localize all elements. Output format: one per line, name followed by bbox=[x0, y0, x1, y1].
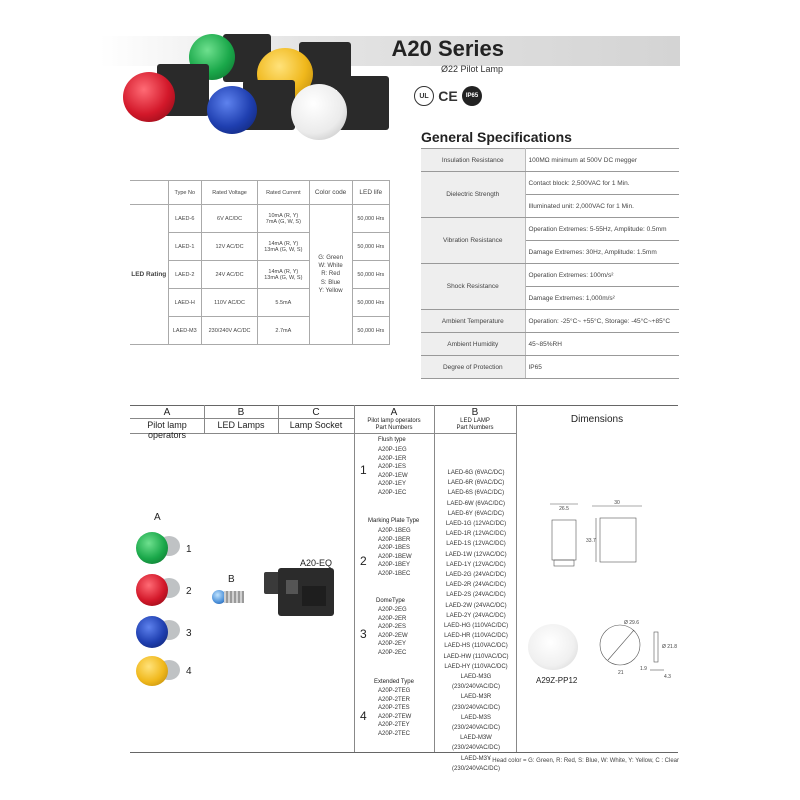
led-rating-table bbox=[130, 180, 390, 345]
led-part-number: LAED-M3S (230/240VAC/DC) bbox=[452, 714, 500, 732]
led-color-code: G: Green W: White R: Red S: Blue Y: Yellow bbox=[309, 205, 352, 345]
part-number: A20P-1EW bbox=[378, 472, 408, 479]
led-type: LAED-M3 bbox=[168, 317, 202, 345]
dimensions-title: Dimensions bbox=[570, 414, 624, 425]
spec-value: Contact block: 2,500VAC for 1 Min. bbox=[525, 172, 679, 195]
spec-label: Dielectric Strength bbox=[421, 172, 525, 218]
led-type: LAED-2 bbox=[168, 261, 202, 289]
led-voltage: 12V AC/DC bbox=[202, 233, 258, 261]
led-part-number: LAED-1G (12VAC/DC) bbox=[445, 521, 507, 528]
footnote: * Head color = G: Green, R: Red, S: Blue, W: White, Y: Yellow, C : Clear bbox=[488, 758, 679, 764]
part-number: A20P-2EW bbox=[378, 632, 408, 639]
dim-value: 21 bbox=[618, 670, 624, 676]
led-part-number: LAED-M3G (230/240VAC/DC) bbox=[452, 674, 500, 691]
socket-label: A20-EQ bbox=[300, 558, 333, 568]
dim-value: 4.3 bbox=[664, 674, 671, 680]
dim-value: Ø 29.6 bbox=[624, 620, 640, 626]
operator-num-1: 1 bbox=[186, 544, 192, 555]
spec-row bbox=[421, 310, 679, 333]
dim-value: Ø 21.8 bbox=[662, 644, 678, 650]
led-part-number: LAED-2W (24VAC/DC) bbox=[445, 602, 507, 609]
spec-value: 45~85%RH bbox=[525, 333, 679, 356]
spec-row bbox=[421, 218, 679, 241]
led-part-number: LAED-M3R (230/240VAC/DC) bbox=[452, 694, 500, 711]
part-number: A20P-2ES bbox=[378, 624, 407, 631]
cap-image bbox=[528, 624, 578, 670]
ce-icon: CE bbox=[438, 88, 458, 104]
group-num: 1 bbox=[360, 463, 367, 477]
led-part-number: LAED-HG (110VAC/DC) bbox=[443, 623, 509, 630]
divider bbox=[354, 405, 355, 752]
cert-icons bbox=[414, 86, 482, 106]
led-part-number: LAED-M3W (230/240VAC/DC) bbox=[452, 735, 500, 752]
parts-b-title: LED LAMP Part Numbers bbox=[456, 418, 494, 431]
spec-label: Insulation Resistance bbox=[421, 149, 525, 172]
part-number: A20P-1BEW bbox=[378, 553, 412, 560]
part-number: A20P-2TEW bbox=[378, 713, 412, 720]
led-rating-label: LED Rating bbox=[130, 205, 168, 345]
led-life: 50,000 Hrs bbox=[352, 205, 389, 233]
led-voltage: 24V AC/DC bbox=[202, 261, 258, 289]
led-current: 10mA (R, Y) 7mA (G, W, S) bbox=[258, 205, 309, 233]
operator-num-3: 3 bbox=[186, 628, 192, 639]
dim-value: 1.9 bbox=[640, 666, 647, 672]
led-life: 50,000 Hrs bbox=[352, 261, 389, 289]
part-number: A20P-1BES bbox=[378, 545, 411, 552]
lamp-socket-image bbox=[264, 568, 340, 620]
led-part-number: LAED-HR (110VAC/DC) bbox=[444, 633, 508, 640]
part-number: A20P-1EC bbox=[378, 489, 407, 496]
part-number: A20P-1BEY bbox=[378, 562, 411, 569]
table-header: Type No bbox=[168, 181, 202, 205]
dim-value: 26.5 bbox=[559, 506, 569, 512]
led-part-number: LAED-HY (110VAC/DC) bbox=[444, 663, 508, 670]
spec-label: Degree of Protection bbox=[421, 356, 525, 379]
led-part-number: LAED-2R (24VAC/DC) bbox=[446, 582, 506, 589]
led-current: 2.7mA bbox=[258, 317, 309, 345]
spec-value: Operation Extremes: 100m/s² bbox=[525, 264, 679, 287]
series-subtitle: Ø22 Pilot Lamp bbox=[440, 64, 503, 74]
spec-value: IP65 bbox=[525, 356, 679, 379]
led-part-number: LAED-HS (110VAC/DC) bbox=[444, 643, 508, 650]
led-part-number: LAED-1S (12VAC/DC) bbox=[446, 541, 506, 548]
parts-a-title: Pilot lamp operators Part Numbers bbox=[367, 418, 421, 431]
group-num: 4 bbox=[360, 709, 367, 723]
led-type: LAED-1 bbox=[168, 233, 202, 261]
part-number: A20P-2EG bbox=[378, 607, 407, 613]
part-number: A20P-1BEG bbox=[378, 528, 411, 534]
spec-row bbox=[421, 356, 679, 379]
part-list bbox=[378, 687, 411, 739]
led-part-list bbox=[438, 468, 514, 774]
dim-value: 30 bbox=[614, 500, 620, 506]
led-part-number: LAED-6S (6VAC/DC) bbox=[447, 490, 505, 497]
cap-label: A29Z-PP12 bbox=[536, 676, 578, 685]
led-life: 50,000 Hrs bbox=[352, 233, 389, 261]
divider bbox=[516, 405, 517, 752]
spec-value: Damage Extremes: 30Hz, Amplitude: 1.5mm bbox=[525, 241, 679, 264]
part-number: A20P-1BEC bbox=[378, 570, 411, 577]
led-part-number: LAED-HW (110VAC/DC) bbox=[443, 653, 509, 660]
group-title: Flush type bbox=[378, 437, 406, 443]
spec-value: Damage Extremes: 1,000m/s² bbox=[525, 287, 679, 310]
divider bbox=[130, 752, 678, 753]
part-number: A20P-2TEG bbox=[378, 688, 411, 694]
group-title: Extended Type bbox=[374, 679, 414, 685]
part-number: A20P-2ER bbox=[378, 615, 407, 622]
divider bbox=[130, 418, 354, 419]
product-hero-image bbox=[115, 28, 415, 148]
led-life: 50,000 Hrs bbox=[352, 317, 389, 345]
led-voltage: 6V AC/DC bbox=[202, 205, 258, 233]
led-part-number: LAED-2G (24VAC/DC) bbox=[445, 572, 507, 579]
group-num: 2 bbox=[360, 554, 367, 568]
spec-row bbox=[421, 264, 679, 287]
led-current: 14mA (R, Y) 13mA (G, W, S) bbox=[258, 261, 309, 289]
col-a-title: Pilot lamp operators bbox=[147, 420, 187, 440]
led-part-number: LAED-2S (24VAC/DC) bbox=[446, 592, 506, 599]
spec-value: Operation: -25°C~ +55°C, Storage: -45°C~+85°C bbox=[525, 310, 679, 333]
led-part-number: LAED-6Y (6VAC/DC) bbox=[447, 510, 505, 517]
led-part-number: LAED-6W (6VAC/DC) bbox=[447, 500, 505, 507]
led-current: 14mA (R, Y) 13mA (G, W, S) bbox=[258, 233, 309, 261]
led-part-number: LAED-6G (6VAC/DC) bbox=[447, 470, 505, 476]
part-number: A20P-1EG bbox=[378, 447, 407, 453]
table-header: LED life bbox=[352, 181, 389, 205]
img-label-b: B bbox=[228, 574, 235, 585]
table-header: Color code bbox=[309, 181, 352, 205]
led-voltage: 110V AC/DC bbox=[202, 289, 258, 317]
led-part-number: LAED-1R (12VAC/DC) bbox=[446, 531, 506, 538]
col-c-title: Lamp Socket bbox=[289, 420, 343, 430]
part-number: A20P-1ER bbox=[378, 455, 407, 462]
part-list bbox=[378, 446, 408, 498]
ip65-icon: IP65 bbox=[462, 86, 482, 106]
col-c-letter: C bbox=[312, 407, 320, 418]
table-header: Rated Current bbox=[258, 181, 309, 205]
img-label-a: A bbox=[154, 512, 161, 523]
group-num: 3 bbox=[360, 627, 367, 641]
led-part-number: LAED-M3Y (230/240VAC/DC) bbox=[452, 755, 500, 772]
part-number: A20P-1BER bbox=[378, 536, 411, 543]
general-specs-title: General Specifications bbox=[421, 129, 572, 145]
led-type: LAED-H bbox=[168, 289, 202, 317]
group-title: Marking Plate Type bbox=[368, 518, 420, 524]
part-number: A20P-2TEC bbox=[378, 730, 411, 737]
col-b-title: LED Lamps bbox=[217, 420, 265, 430]
part-number: A20P-1ES bbox=[378, 464, 407, 471]
spec-value: Illuminated unit: 2,000VAC for 1 Min. bbox=[525, 195, 679, 218]
spec-label: Ambient Humidity bbox=[421, 333, 525, 356]
spec-label: Ambient Temperature bbox=[421, 310, 525, 333]
table-header: Rated Voltage bbox=[202, 181, 258, 205]
general-specs-table bbox=[421, 148, 679, 379]
led-life: 50,000 Hrs bbox=[352, 289, 389, 317]
spec-value: Operation Extremes: 5-55Hz, Amplitude: 0.5mm bbox=[525, 218, 679, 241]
spec-row bbox=[421, 149, 679, 172]
parts-b-letter: B bbox=[471, 407, 479, 418]
led-part-number: LAED-2Y (24VAC/DC) bbox=[446, 612, 506, 619]
part-number: A20P-2TER bbox=[378, 696, 411, 703]
led-voltage: 230/240V AC/DC bbox=[202, 317, 258, 345]
part-number: A20P-2TEY bbox=[378, 722, 410, 729]
part-number: A20P-2TES bbox=[378, 705, 410, 712]
led-part-number: LAED-1Y (12VAC/DC) bbox=[446, 561, 506, 568]
series-title: A20 Series bbox=[391, 36, 504, 61]
dim-value: 33.7 bbox=[586, 538, 596, 544]
part-number: A20P-2EC bbox=[378, 649, 407, 656]
operator-num-2: 2 bbox=[186, 586, 192, 597]
col-b-letter: B bbox=[237, 407, 245, 418]
group-title: DomeType bbox=[376, 598, 406, 604]
part-list bbox=[378, 606, 408, 658]
led-current: 5.5mA bbox=[258, 289, 309, 317]
spec-row bbox=[421, 333, 679, 356]
divider bbox=[434, 405, 435, 752]
led-part-number: LAED-1W (12VAC/DC) bbox=[445, 551, 507, 558]
spec-label: Vibration Resistance bbox=[421, 218, 525, 264]
led-lamp-image bbox=[212, 588, 252, 606]
led-type: LAED-6 bbox=[168, 205, 202, 233]
part-number: A20P-2EY bbox=[378, 641, 407, 648]
divider bbox=[130, 405, 678, 406]
part-list bbox=[378, 527, 412, 579]
spec-label: Shock Resistance bbox=[421, 264, 525, 310]
spec-value: 100MΩ minimum at 500V DC megger bbox=[525, 149, 679, 172]
part-number: A20P-1EY bbox=[378, 481, 407, 488]
cul-icon: UL bbox=[414, 86, 434, 106]
col-a-letter: A bbox=[163, 407, 171, 418]
operator-num-4: 4 bbox=[186, 666, 192, 677]
parts-a-letter: A bbox=[390, 407, 398, 418]
led-part-number: LAED-6R (6VAC/DC) bbox=[447, 480, 505, 487]
divider bbox=[354, 433, 516, 434]
led-rating-header-blank bbox=[130, 181, 168, 205]
table-row bbox=[130, 205, 390, 233]
spec-row bbox=[421, 172, 679, 195]
